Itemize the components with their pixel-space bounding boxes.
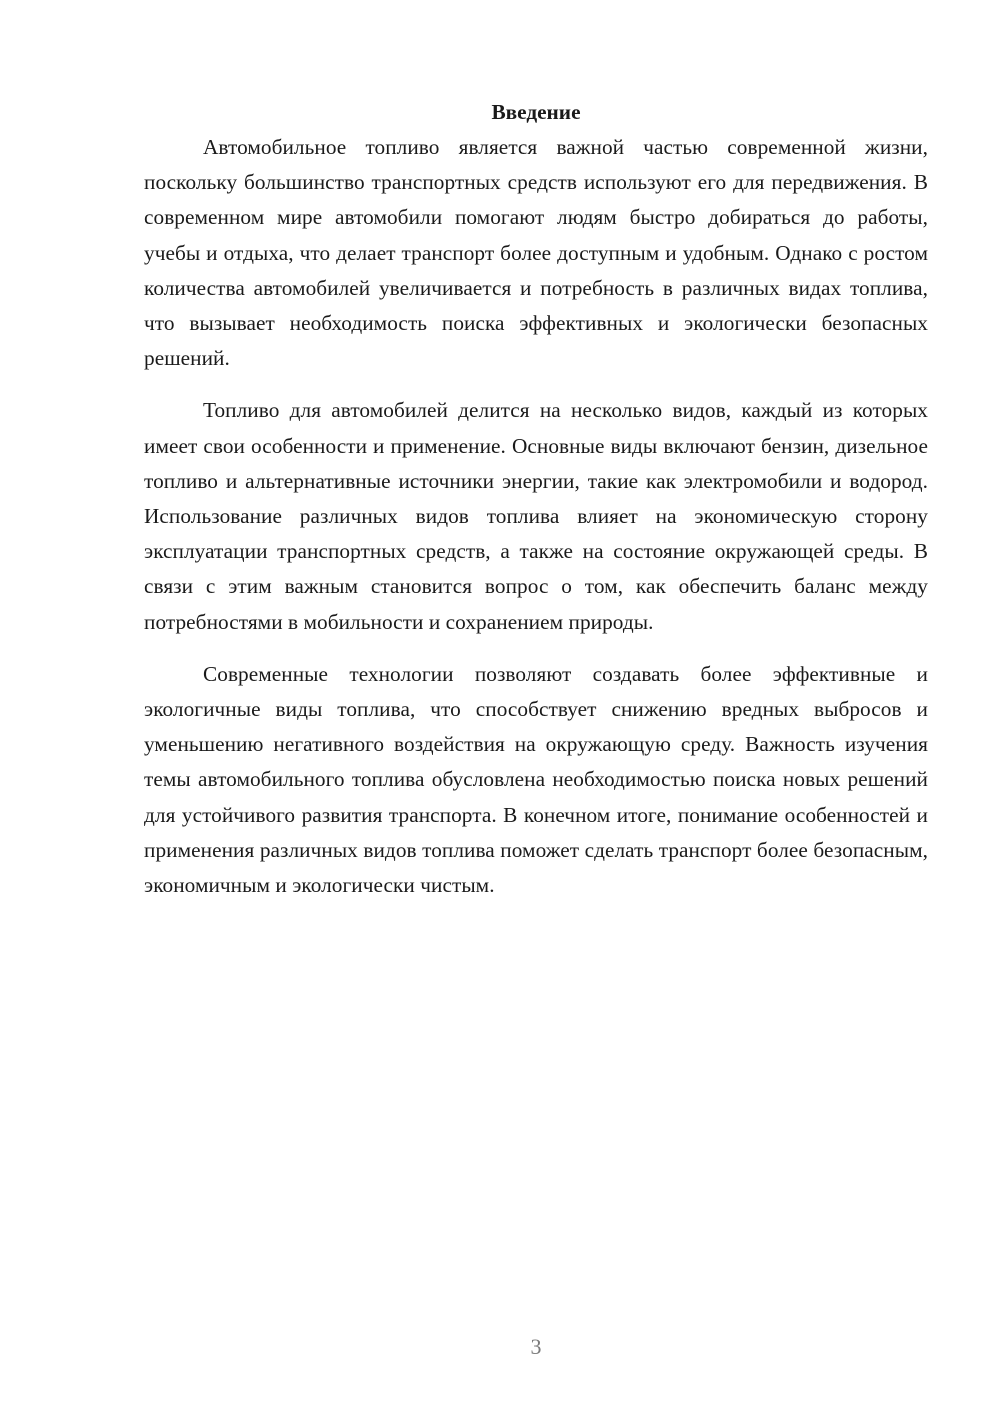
page-number: 3 [530,1334,542,1359]
section-title: Введение [491,100,581,124]
paragraph: Автомобильное топливо является важной частью современной жизни, поскольку большинство транспортных средств используют его для передвижения. В современном мире автомобили помогают людям быстро добираться до работы, учебы и отдыха, что делает транспорт более доступным и удобным. Однако с ростом количества автомобилей увеличивается и потребность в различных видах топлива, что вызывает необходимость поиска эффективных и экологически безопасных решений. [144,135,928,371]
document-body [144,97,928,920]
paragraph: Топливо для автомобилей делится на несколько видов, каждый из которых имеет свои особенности и применение. Основные виды включают бензин, дизельное топливо и альтернативные источники энергии, такие как электромобили и водород. Использование различных видов топлива влияет на экономическую сторону эксплуатации транспортных средств, а также на состояние окружающей среды. В связи с этим важным становится вопрос о том, как обеспечить баланс между потребностями в мобильности и сохранением природы. [144,398,928,634]
paragraph: Современные технологии позволяют создавать более эффективные и экологичные виды топлива, что способствует снижению вредных выбросов и уменьшению негативного воздействия на окружающую среду. Важность изучения темы автомобильного топлива обусловлена необходимостью поиска новых решений для устойчивого развития транспорта. В конечном итоге, понимание особенностей и применения различных видов топлива поможет сделать транспорт более безопасным, экономичным и экологически чистым. [144,661,928,898]
